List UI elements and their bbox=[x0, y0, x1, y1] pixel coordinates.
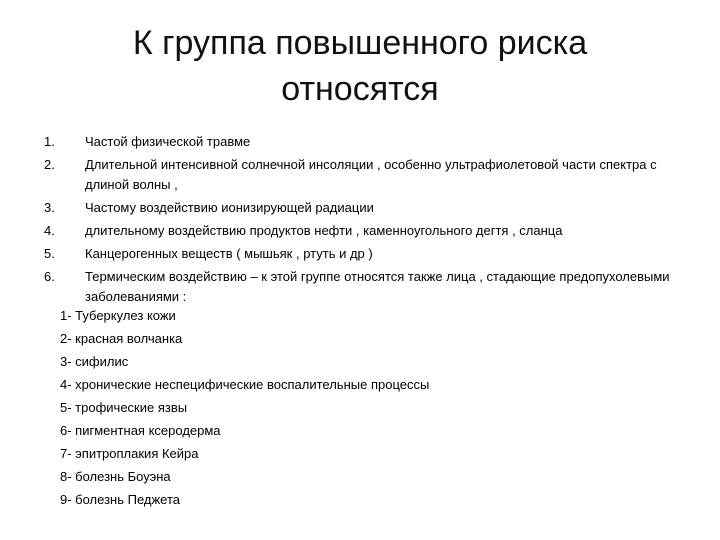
item-number: 2. bbox=[44, 157, 55, 172]
risk-factor-item bbox=[44, 196, 694, 219]
risk-factor-list bbox=[44, 130, 694, 308]
risk-factor-item bbox=[44, 153, 694, 196]
slide-title-line-1: К группа повышенного риска bbox=[132, 24, 588, 62]
slide-title-line-2: относятся bbox=[281, 70, 439, 108]
item-text: Частой физической травме bbox=[85, 134, 251, 149]
risk-factor-item bbox=[44, 130, 694, 153]
risk-factor-item bbox=[44, 219, 694, 242]
item-number: 6. bbox=[44, 269, 55, 284]
disease-item: 8- болезнь Боуэна bbox=[60, 469, 171, 484]
item-text: Длительной интенсивной солнечной инсоляции , особенно ультрафиолетовой части спектра с длиной волны , bbox=[85, 157, 657, 192]
item-number: 1. bbox=[44, 134, 55, 149]
item-text: Частому воздействию ионизирующей радиации bbox=[85, 200, 374, 215]
disease-item: 2- красная волчанка bbox=[60, 331, 183, 346]
risk-factor-item bbox=[44, 265, 694, 308]
slide-title bbox=[60, 20, 660, 112]
disease-item: 1- Туберкулез кожи bbox=[60, 308, 176, 323]
risk-factor-item bbox=[44, 242, 694, 265]
item-text: Канцерогенных веществ ( мышьяк , ртуть и др ) bbox=[85, 246, 373, 261]
disease-item: 3- сифилис bbox=[60, 354, 129, 369]
item-text: длительному воздействию продуктов нефти , каменноугольного дегтя , сланца bbox=[85, 223, 563, 238]
precancerous-disease-list bbox=[60, 304, 429, 511]
disease-item: 6- пигментная ксеродерма bbox=[60, 423, 221, 438]
disease-item: 9- болезнь Педжета bbox=[60, 492, 181, 507]
disease-item: 5- трофические язвы bbox=[60, 400, 188, 415]
disease-item: 7- эпитроплакия Кейра bbox=[60, 446, 199, 461]
disease-item: 4- хронические неспецифические воспалительные процессы bbox=[60, 377, 430, 392]
item-text: Термическим воздействию – к этой группе относятся также лица , стадающие предопухолевыми заболеваниями : bbox=[85, 269, 670, 304]
item-number: 5. bbox=[44, 246, 55, 261]
item-number: 4. bbox=[44, 223, 55, 238]
item-number: 3. bbox=[44, 200, 55, 215]
